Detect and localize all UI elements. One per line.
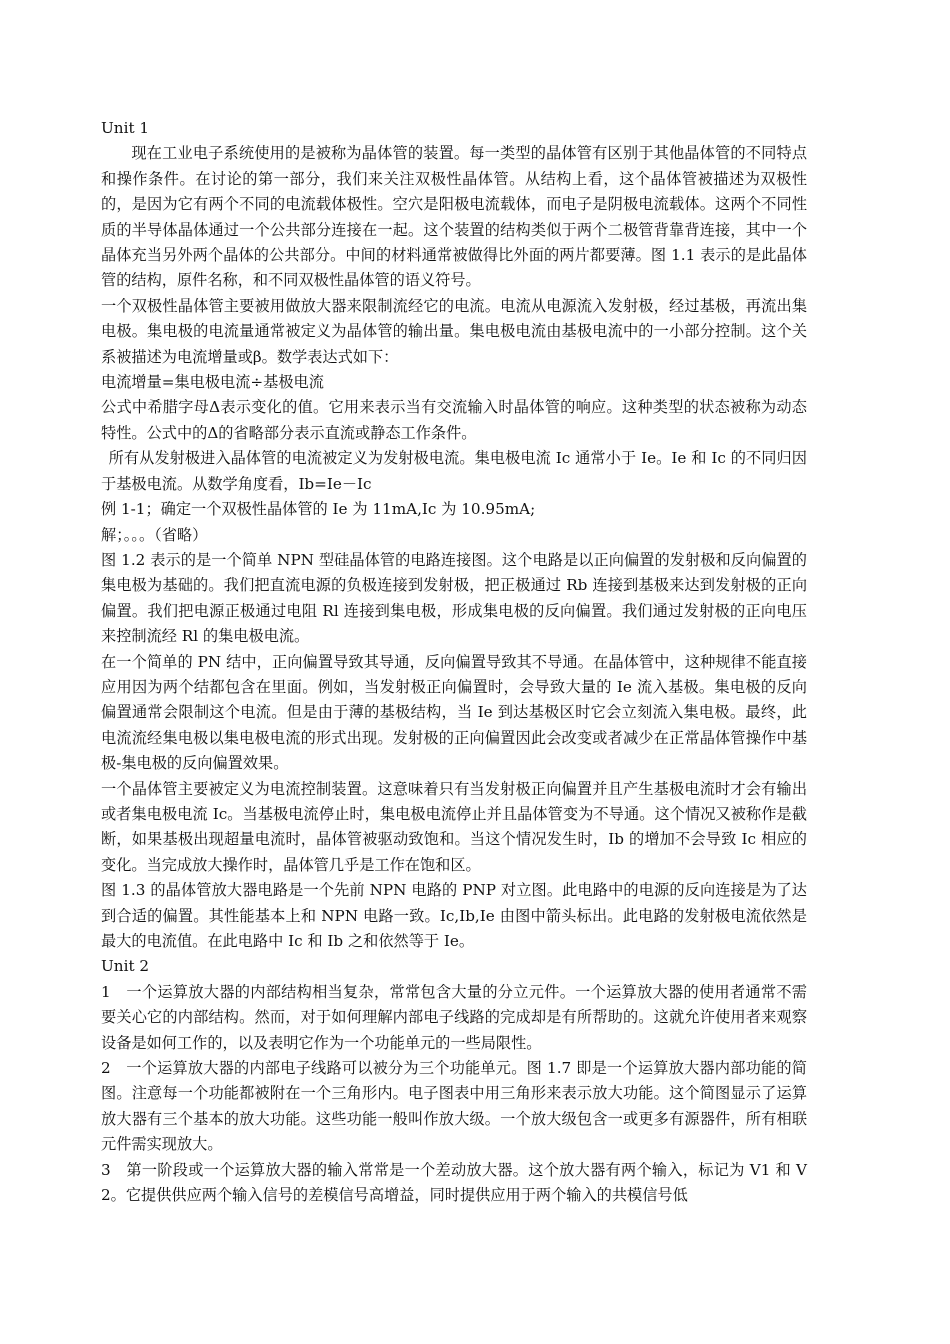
unit-1-formula: 电流增量=集电极电流÷基极电流 (101, 373, 324, 392)
unit-1-paragraph-4: 所有从发射极进入晶体管的电流被定义为发射极电流。集电极电流 Ic 通常小于 Ie。Ie 和 Ic 的不同归因于基极电流。从数学角度看，Ib=Ie－Ic (101, 449, 807, 493)
unit-2-paragraph-1: 1 一个运算放大器的内部结构相当复杂，常常包含大量的分立元件。一个运算放大器的使用者通常不需要关心它的内部结构。然而，对于如何理解内部电子线路的完成却是有所帮助的。这就允许使用者来观察设备是如何工作的，以及表明它作为一个功能单元的一些局限性。 (101, 982, 807, 1052)
unit-1-paragraph-6: 在一个简单的 PN 结中，正向偏置导致其导通，反向偏置导致其不导通。在晶体管中，这种规律不能直接应用因为两个结都包含在里面。例如，当发射极正向偏置时，会导致大量的 Ie 流入基极。集电极的反向偏置通常会限制这个电流。但是由于薄的基极结构，当 Ie 到达基极区时它会立刻流入集电极。最终，此电流流经集电极以集电极电流的形式出现。发射极的正向偏置因此会改变或者减少在正常晶体管操作中基极-集电极的反向偏置效果。 (101, 652, 807, 773)
unit-1-paragraph-5: 图 1.2 表示的是一个简单 NPN 型硅晶体管的电路连接图。这个电路是以正向偏置的发射极和反向偏置的集电极为基础的。我们把直流电源的负极连接到发射极，把正极通过 Rb 连接到基极来达到发射极的正向偏置。我们把电源正极通过电阻 Rl 连接到集电极，形成集电极的反向偏置。我们通过发射极的正向电压来控制流经 Rl 的集电极电流。 (101, 550, 808, 646)
unit-1-paragraph-8: 图 1.3 的晶体管放大器电路是一个先前 NPN 电路的 PNP 对立图。此电路中的电源的反向连接是为了达到合适的偏置。其性能基本上和 NPN 电路一致。Ic,Ib,Ie 由图中箭头标出。此电路的发射极电流依然是最大的电流值。在此电路中 Ic 和 Ib 之和依然等于 Ie。 (101, 881, 807, 950)
unit-2-heading: Unit 2 (101, 957, 150, 976)
document-page (101, 116, 807, 1208)
unit-1-example: 例 1-1；确定一个双极性晶体管的 Ie 为 11mA,Ic 为 10.95mA; (101, 500, 536, 519)
unit-2-paragraph-3: 3 第一阶段或一个运算放大器的输入常常是一个差动放大器。这个放大器有两个输入，标记为 V1 和 V2。它提供供应两个输入信号的差模信号高增益，同时提供应用于两个输入的共模信号低 (101, 1160, 807, 1205)
unit-2-paragraph-2: 2 一个运算放大器的内部电子线路可以被分为三个功能单元。图 1.7 即是一个运算放大器内部功能的简图。注意每一个功能都被附在一个三角形内。电子图表中用三角形来表示放大功能。这个简图显示了运算放大器有三个基本的放大功能。这些功能一般叫作放大级。一个放大级包含一或更多有源器件，所有相联元件需实现放大。 (101, 1059, 807, 1154)
unit-1-paragraph-3: 公式中希腊字母Δ表示变化的值。它用来表示当有交流输入时晶体管的响应。这种类型的状态被称为动态特性。公式中的Δ的省略部分表示直流或静态工作条件。 (101, 398, 807, 442)
unit-1-paragraph-2: 一个双极性晶体管主要被用做放大器来限制流经它的电流。电流从电源流入发射极，经过基极，再流出集电极。集电极的电流量通常被定义为晶体管的输出量。集电极电流由基极电流中的一小部分控制。这个关系被描述为电流增量或β。数学表达式如下： (101, 296, 807, 366)
unit-1-solution: 解；。。。（省略） (101, 525, 208, 544)
unit-1-paragraph-7: 一个晶体管主要被定义为电流控制装置。这意味着只有当发射极正向偏置并且产生基极电流时才会有输出或者集电极电流 Ic。当基极电流停止时，集电极电流停止并且晶体管变为不导通。这个情况又被称作是截断，如果基极出现超量电流时，晶体管被驱动致饱和。当这个情况发生时，Ib 的增加不会导致 Ic 相应的变化。当完成放大操作时，晶体管几乎是工作在饱和区。 (101, 779, 807, 874)
unit-1-heading: Unit 1 (101, 119, 150, 137)
unit-1-paragraph-1: 现在工业电子系统使用的是被称为晶体管的装置。每一类型的晶体管有区别于其他晶体管的不同特点和操作条件。在讨论的第一部分，我们来关注双极性晶体管。从结构上看，这个晶体管被描述为双极性的，是因为它有两个不同的电流载体极性。空穴是阳极电流载体，而电子是阴极电流载体。这两个不同性质的半导体晶体通过一个公共部分连接在一起。这个装置的结构类似于两个二极管背靠背连接，其中一个晶体充当另外两个晶体的公共部分。中间的材料通常被做得比外面的两片都要薄。图 1.1 表示的是此晶体管的结构，原件名称，和不同双极性晶体管的语义符号。 (101, 144, 807, 290)
